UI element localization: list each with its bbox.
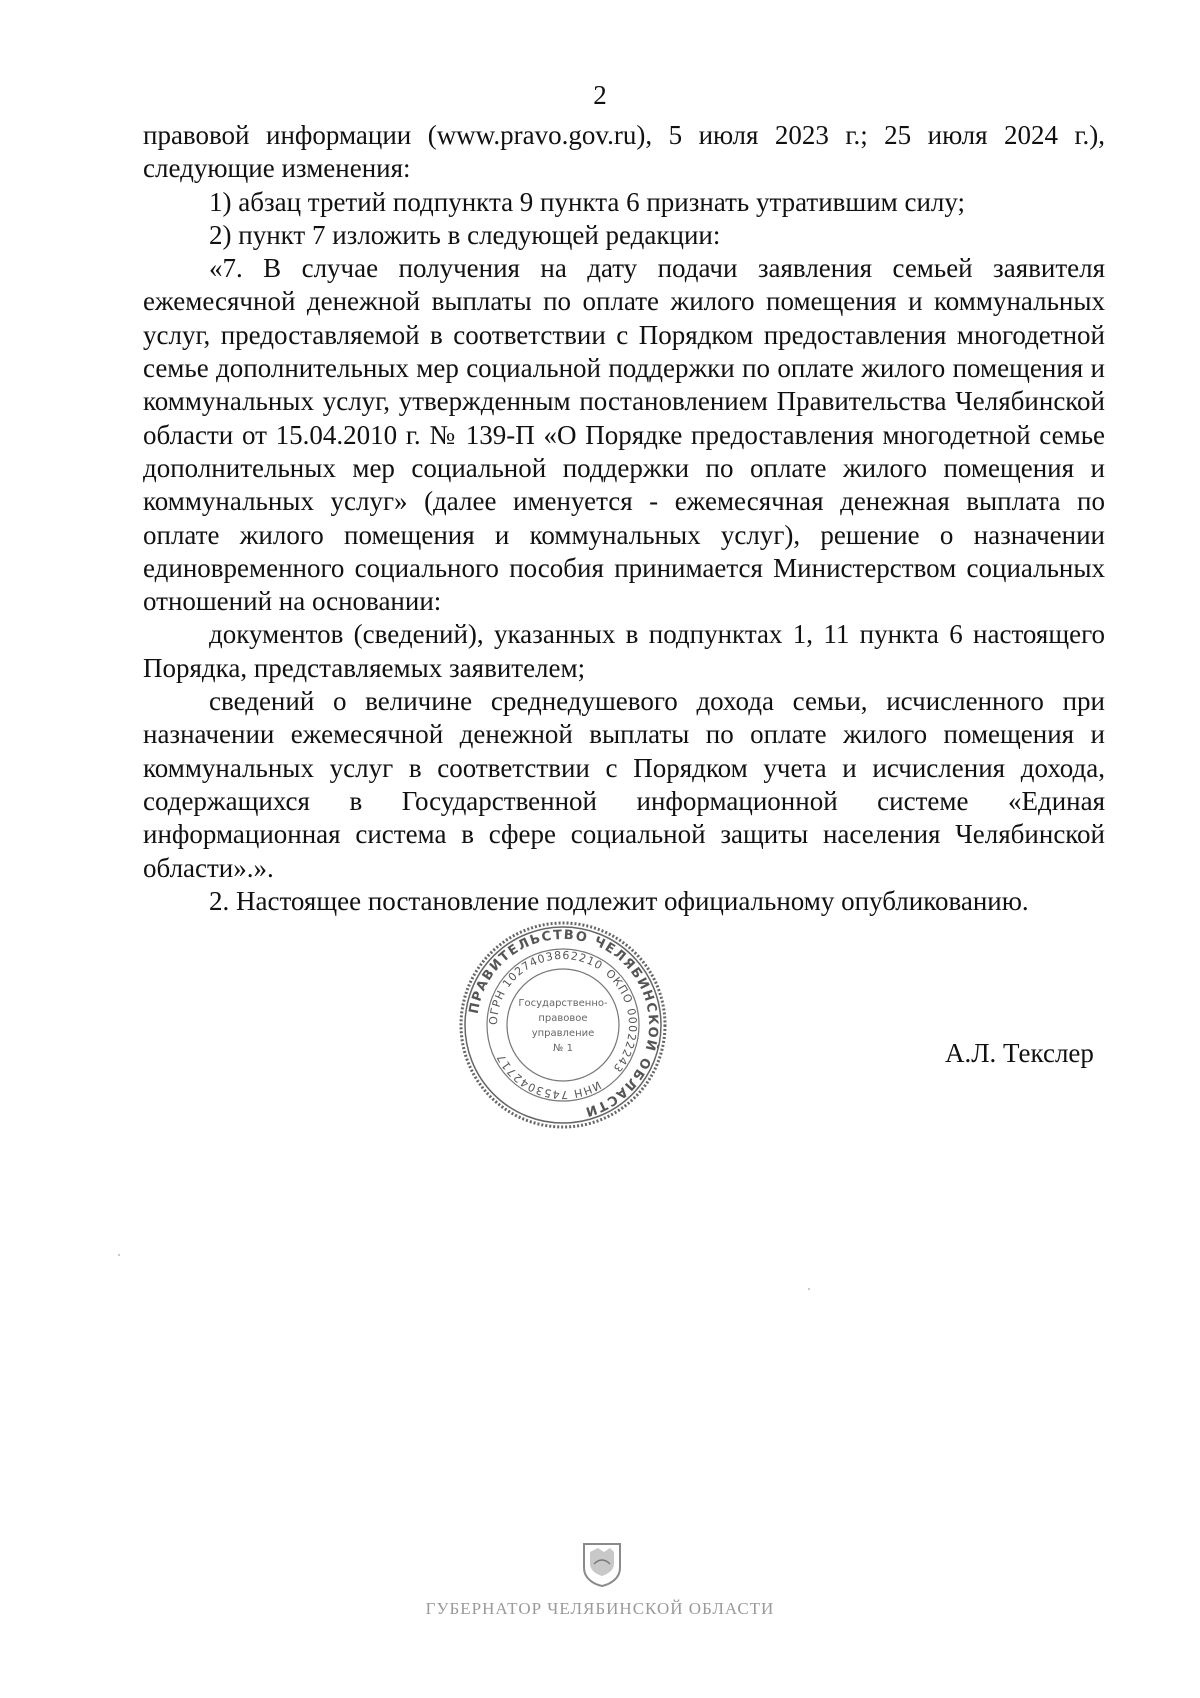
paragraph-publication: 2. Настоящее постановление подлежит официальному опубликованию. (209, 885, 1029, 916)
stamp-center-line-4: № 1 (553, 1043, 573, 1054)
paragraph-income-info: сведений о величине среднедушевого дохода семьи, исчисленного при назначении ежемесячной денежной выплаты по оплате жилого помещения и коммунальных услуг в соответствии с Порядком учета и исчисления дохода, содержащихся в Государственной информационной системе «Единая информационная система в сфере социальной защиты населения Челябинской области».». (143, 686, 1105, 883)
signatory-name: А.Л. Текслер (945, 1038, 1094, 1068)
stamp-inn: ИНН 7453042717 (494, 1051, 604, 1102)
stamp-center-line-3: управление (531, 1028, 595, 1039)
stamp-ogrn: ОГРН 1027403862210 (486, 948, 606, 1026)
paragraph-continuation: правовой информации (www.pravo.gov.ru), 5 июля 2023 г.; 25 июля 2024 г.), следующие изменения: (143, 120, 1105, 184)
paragraph-point-7: «7. В случае получения на дату подачи заявления семьей заявителя ежемесячной денежной выплаты по оплате жилого помещения и коммунальных услуг, предоставляемой в соответствии с Порядком предоставления многодетной семье дополнительных мер социальной поддержки по оплате жилого помещения и коммунальных услуг, утвержденным постановлением Правительства Челябинской области от 15.04.2010 г. № 139-П «О Порядке предоставления многодетной семье дополнительных мер социальной поддержки по оплате жилого помещения и коммунальных услуг» (далее именуется - ежемесячная денежная выплата по оплате жилого помещения и коммунальных услуг), решение о назначении единовременного социального пособия принимается Министерством социальных отношений на основании: (143, 253, 1105, 617)
page-number: 2 (593, 80, 607, 110)
stamp-center-line-1: Государственно- (518, 998, 608, 1009)
document-body (143, 119, 1105, 918)
stamp-okpo: ОКПО 00022243 (603, 966, 640, 1076)
scan-speck (808, 1288, 810, 1290)
stamp-center-line-2: правовое (538, 1013, 588, 1024)
official-stamp (458, 920, 668, 1130)
footer-letterhead: ГУБЕРНАТОР ЧЕЛЯБИНСКОЙ ОБЛАСТИ (425, 1599, 775, 1618)
coat-of-arms-icon (580, 1540, 624, 1588)
paragraph-item-1: 1) абзац третий подпункта 9 пункта 6 признать утратившим силу; (209, 186, 966, 217)
paragraph-documents: документов (сведений), указанных в подпунктах 1, 11 пункта 6 настоящего Порядка, представляемых заявителем; (143, 619, 1105, 683)
stamp-outer-text: ПРАВИТЕЛЬСТВО ЧЕЛЯБИНСКОЙ ОБЛАСТИ (466, 927, 661, 1120)
scan-speck (118, 1254, 120, 1256)
paragraph-item-2: 2) пункт 7 изложить в следующей редакции: (209, 219, 721, 250)
